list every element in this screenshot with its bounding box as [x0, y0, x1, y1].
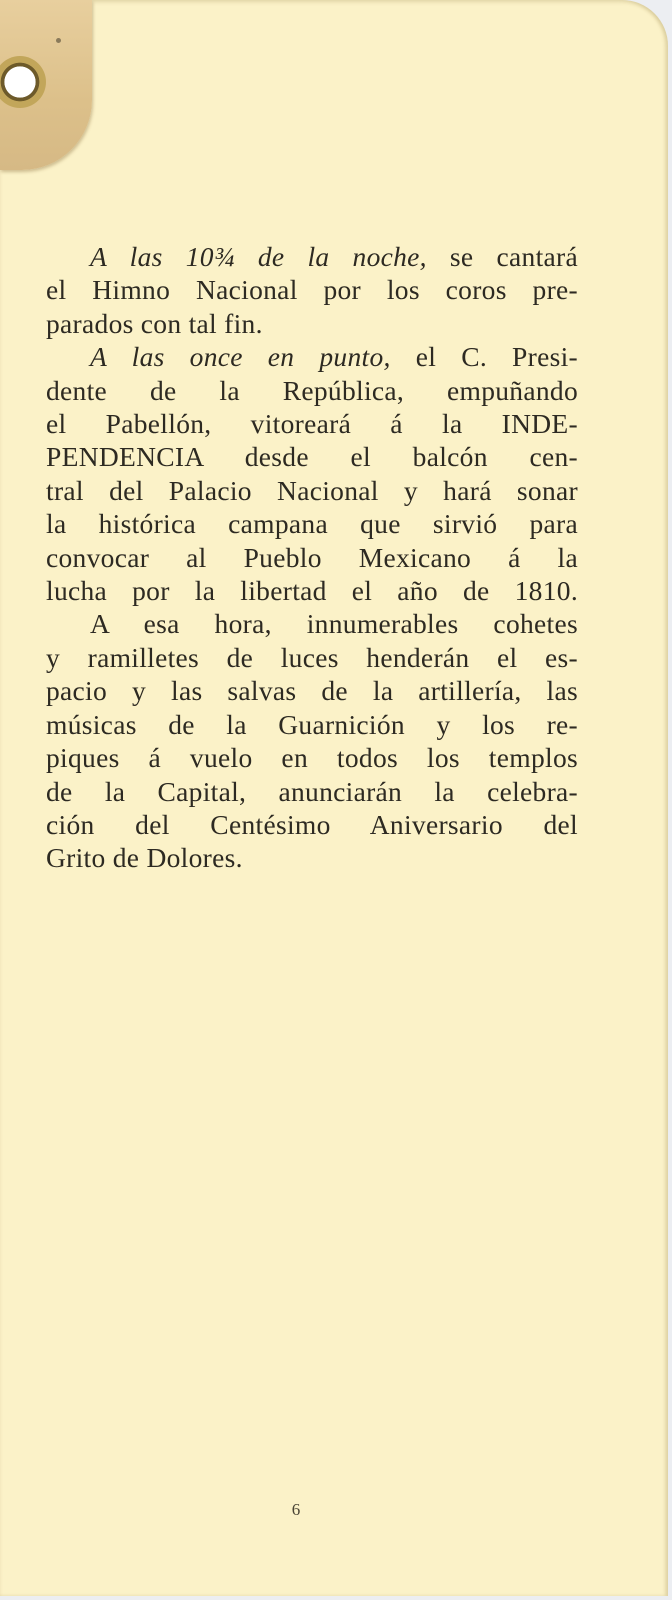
binding-tab	[0, 0, 92, 170]
paragraph-2-line-7: convocar al Pueblo Mexicano á la	[46, 541, 578, 573]
paragraph-3-line-6: de la Capital, anunciarán la celebra-	[46, 775, 578, 807]
page-number: 6	[291, 1500, 301, 1519]
eyelet-ring-icon	[0, 56, 46, 108]
paragraph-3-line-2: y ramilletes de luces henderán el es-	[46, 641, 578, 673]
paragraph-1-line-1	[46, 240, 578, 273]
paragraph-2-line-2: dente de la República, empuñando	[46, 374, 578, 406]
paragraph-3-line-8: Grito de Dolores.	[46, 842, 243, 874]
paragraph-3-line-5: piques á vuelo en todos los templos	[46, 742, 578, 774]
body-text	[46, 240, 578, 875]
paragraph-2-line-3: el Pabellón, vitoreará á la INDE-	[46, 408, 578, 440]
paragraph-2-line-5: tral del Palacio Nacional y hará sonar	[46, 474, 578, 506]
paragraph-3-line-4: músicas de la Guarnición y los re-	[46, 708, 578, 740]
tab-dot	[56, 38, 61, 43]
paragraph-2-line-6: la histórica campana que sirvió para	[46, 508, 578, 540]
paragraph-2-line-4: PENDENCIA desde el balcón cen-	[46, 441, 578, 473]
paragraph-3-line-7: ción del Centésimo Aniversario del	[46, 808, 578, 840]
paragraph-3-line-1: A esa hora, innumerables cohetes	[90, 608, 578, 640]
paragraph-2-line-1	[46, 340, 578, 373]
paragraph-2-line-8: lucha por la libertad el año de 1810.	[46, 575, 578, 607]
paragraph-3-line-3: pacio y las salvas de la artillería, las	[46, 675, 578, 707]
time-phrase-italic: A las once en punto,	[90, 341, 391, 373]
paragraph-1-line-2: el Himno Nacional por los coros pre-	[46, 274, 578, 306]
text-run: se cantará	[426, 241, 578, 272]
time-phrase-italic: A las 10¾ de la noche,	[90, 241, 427, 272]
paragraph-1-line-3: parados con tal fin.	[46, 307, 263, 339]
text-run: el C. Presi-	[390, 341, 578, 373]
